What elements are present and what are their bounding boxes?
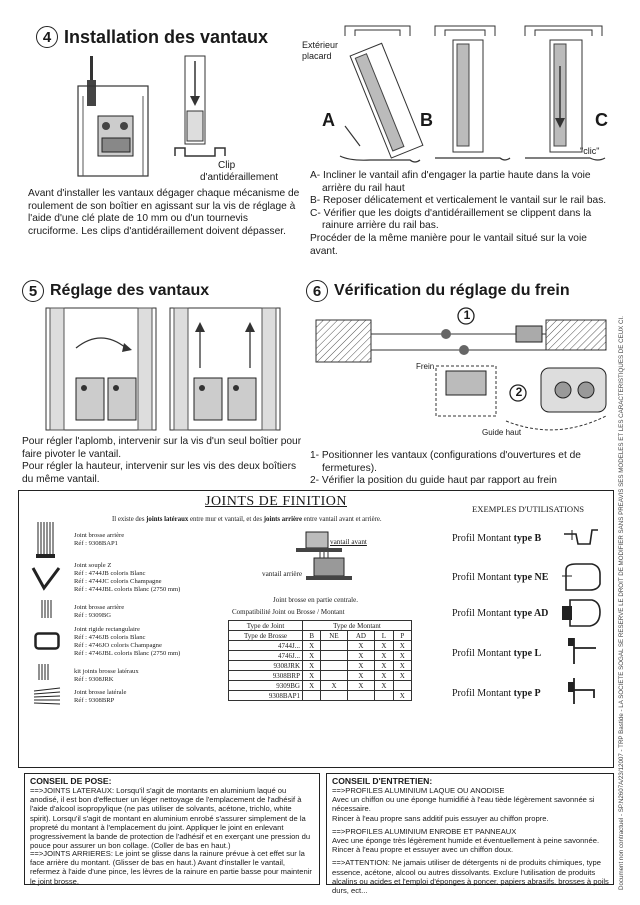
section-6-heading: [306, 280, 570, 302]
joint-item-2-line2: Réf : 4744JB coloris Blanc: [74, 570, 146, 577]
entretien-p2-rinse: Rincer à l'eau propre et essuyer avec un chiffon doux.: [332, 845, 514, 855]
compat-col-b: B: [303, 631, 321, 641]
profile-p-icon: [566, 676, 604, 706]
compat-col-p: P: [393, 631, 411, 641]
pose-title: CONSEIL DE POSE:: [30, 776, 112, 786]
compat-row-name: 4744J...: [229, 641, 303, 651]
entretien-p1-heading: ==>PROFILES ALUMINIUM LAQUE OU ANODISE: [332, 786, 505, 795]
joint-item-5-line2: Réf : 9308JRK: [74, 676, 114, 683]
vantail-avant-label: vantail avant: [330, 538, 367, 546]
compat-cell: [393, 681, 411, 691]
compat-cell: [321, 641, 347, 651]
compat-cell: [321, 671, 347, 681]
lateral-brush-icon: [34, 688, 62, 706]
compat-row-name: 9308JRK: [229, 661, 303, 671]
joint-item-6-line2: Réf : 9308BRP: [74, 697, 115, 704]
brush-kit-icon: [36, 664, 52, 680]
joints-title: JOINTS DE FINITION: [205, 494, 347, 509]
joint-item-1-line2: Réf : 9308BAP1: [74, 540, 118, 547]
pose-paragraph-1: ==>JOINTS LATERAUX: Lorsqu'il s'agit de montants en aluminium laqué ou anodisé, il est bon d'effectuer un léger nettoyage de l'emplacement de l'adhésif à l'aide d'alcool isopropylique (ne pas utiliser de solvants, acétone, trichlo, white spirit). Lorsqu'il s'agit de montant en aluminium enrobé s'assurer simplement de la propreté du montant à l'emplacement du joint. Appliquer le joint en enlevant progressivement la bande de protection de l'adhésif et en exerçant une pression du pouce pour assurer un bon collage. (Coller de bas en haut.): [30, 786, 311, 851]
entretien-content: [332, 786, 610, 895]
install-diagrams: [340, 26, 608, 168]
joint-item-2-line4: Réf : 4744JBL coloris Blanc (2750 mm): [74, 586, 181, 593]
joints-intro-a: Il existe des: [112, 516, 147, 523]
joint-central-caption: Joint brosse en partie centrale.: [273, 596, 358, 604]
joint-item-2: [74, 562, 180, 594]
joint-item-4-line1: Joint rigide rectangulaire: [74, 626, 140, 633]
compat-cell: X: [303, 661, 321, 671]
compat-cell: X: [375, 681, 393, 691]
joint-item-3: [74, 604, 124, 620]
compat-row-name: 9309BG: [229, 681, 303, 691]
joints-intro-c: entre mur et vantail, et des: [188, 516, 264, 523]
exemple-p-pre: Profil Montant: [452, 688, 514, 699]
exemple-l-type: type L: [513, 648, 542, 659]
compat-row-name: 9308BAP1: [229, 691, 303, 701]
compat-col-l: L: [375, 631, 393, 641]
section-6-step1: 1- Positionner les vantaux (configurations d'ouvertures et de fermetures).: [310, 450, 581, 474]
section-4-title: Installation des vantaux: [64, 26, 269, 47]
compat-col-ne: NE: [321, 631, 347, 641]
mechanism-illustration: [78, 56, 168, 186]
compat-cell: X: [321, 681, 347, 691]
step-a-label: A: [322, 110, 335, 130]
joint-item-4-line4: Réf : 4746JBL coloris Blanc (2750 mm): [74, 650, 181, 657]
z-joint-icon: [32, 566, 60, 590]
exemple-ne-type: type NE: [513, 572, 549, 583]
section-6-steps: [310, 450, 610, 488]
instruction-c: C- Vérifier que les doigts d'antidéraillement se clippent dans la rainure arrière du rail bas.: [310, 207, 592, 232]
joints-intro-b: joints latéraux: [146, 516, 189, 523]
joint-item-4-line3: Réf : 4746JO coloris Champagne: [74, 642, 162, 649]
section-5-paragraph: [22, 436, 302, 486]
entretien-p2-heading: ==>PROFILES ALUMINIUM ENROBE ET PANNEAUX: [332, 826, 517, 836]
exemple-b-pre: Profil Montant: [452, 533, 514, 544]
joint-item-4-line2: Réf : 4746JB coloris Blanc: [74, 634, 146, 641]
compat-cell: X: [347, 661, 375, 671]
joint-item-3-line1: Joint brosse arrière: [74, 604, 125, 611]
exemples-title: EXEMPLES D'UTILISATIONS: [472, 504, 585, 514]
compat-cell: X: [347, 651, 375, 661]
compat-table-subheader-row: [229, 631, 412, 641]
compat-table-row: [229, 651, 412, 661]
compat-row-name: 9308BRP: [229, 671, 303, 681]
compat-table-body: [229, 641, 412, 701]
clip-illustration: [175, 56, 235, 168]
entretien-p1-rinse: Rincer à l'eau propre sans additif puis essuyer au chiffon propre.: [332, 813, 549, 823]
compat-cell: X: [393, 671, 411, 681]
compat-cell: X: [303, 641, 321, 651]
exemple-item-ad: [452, 608, 548, 619]
exemple-ne-pre: Profil Montant: [452, 572, 514, 583]
compat-header-joint: Type de Joint: [229, 621, 303, 631]
instruction-end: Procéder de la même manière pour le vantail situé sur la voie avant.: [310, 232, 587, 257]
exemple-l-pre: Profil Montant: [452, 648, 514, 659]
joint-item-1-line1: Joint brosse arrière: [74, 532, 125, 539]
exterieur-label-line1: Extérieur: [302, 40, 339, 50]
joint-item-6: [74, 689, 126, 705]
joints-intro: [112, 516, 382, 523]
section-4-instructions: [310, 170, 610, 258]
compat-table-row: [229, 691, 412, 701]
instruction-a: A- Incliner le vantail afin d'engager la partie haute dans la voie arrière du rail haut: [310, 170, 591, 194]
joint-item-3-line2: Réf : 9309BG: [74, 612, 111, 619]
exemple-item-p: [452, 688, 541, 699]
section-4-paragraph: Avant d'installer les vantaux dégager chaque mécanisme de roulement de son boîtier en agissant sur la vis de réglage à l'aide d'une clé plate de 10 mm ou d'un tournevis cruciforme. Les clips d'antidéraillement doivent dépasser.: [28, 188, 300, 237]
section-5-heading: [22, 280, 209, 302]
compat-table-row: [229, 671, 412, 681]
instruction-b: B- Reposer délicatement et verticalement le vantail sur le rail bas.: [310, 195, 607, 207]
compat-cell: [321, 661, 347, 671]
exemple-p-type: type P: [513, 688, 541, 699]
section-5-number: 5: [22, 280, 44, 302]
section-6-step2: 2- Vérifier la position du guide haut par rapport au frein: [310, 475, 557, 487]
entretien-p1-text: Avec un chiffon ou une éponge humidifié à l'eau tiède légèrement savonnée si nécessaire.: [332, 795, 595, 814]
compat-col-ad: AD: [347, 631, 375, 641]
compat-cell: [303, 691, 321, 701]
section-6-title: Vérification du réglage du frein: [334, 282, 570, 299]
brake-diagram: [316, 306, 616, 446]
vantail-arriere-label: vantail arrière: [262, 570, 303, 578]
clip-label-line2: d'antidéraillement: [200, 172, 279, 183]
circle-2-label: 2: [515, 385, 523, 399]
compat-cell: X: [393, 641, 411, 651]
joint-item-5: [74, 668, 139, 684]
pose-paragraph-2: ==>JOINTS ARRIERES: Le joint se glisse dans la rainure prévue à cet effet sur la face arrière du montant. (Glisser de bas en haut.) Avant d'installer le vantail, refermez à l'aide d'une pince, les lèvres de la rainure en partie basse pour maintenir le joint brosse.: [30, 849, 312, 886]
joint-item-2-line1: Joint souple Z: [74, 562, 112, 569]
compat-cell: X: [393, 661, 411, 671]
compat-cell: X: [375, 661, 393, 671]
compat-cell: X: [375, 651, 393, 661]
frein-label: Frein: [416, 362, 435, 371]
side-disclaimer: Document non contractuel - SP.N2607A/23/12007 - TRP Bastide - LA SOCIETE SOGAL SE RESERVE LE DROIT DE MODIFIER SANS PREAVIS SES MODELES ET LES CARACTERISTIQUES DE CEUX CI.: [618, 316, 625, 890]
joint-item-5-line1: kit joints brosse latéraux: [74, 668, 139, 675]
clip-label: [218, 160, 235, 171]
exemple-item-b: [452, 533, 541, 544]
compat-cell: X: [375, 671, 393, 681]
compat-cell: [347, 691, 375, 701]
joint-item-1: [74, 532, 124, 548]
profile-ne-icon: [562, 562, 602, 592]
adjust-illustration-left: [46, 308, 156, 430]
joint-item-2-line3: Réf : 4744JC coloris Champagne: [74, 578, 162, 585]
compat-cell: X: [393, 651, 411, 661]
profile-ad-icon: [560, 598, 602, 628]
exemple-ad-type: type AD: [513, 608, 549, 619]
joints-intro-e: entre vantail avant et arrière.: [301, 516, 382, 523]
compat-table: [228, 620, 412, 701]
compat-cell: [321, 691, 347, 701]
exemple-item-l: [452, 648, 541, 659]
section-5-para2: Pour régler la hauteur, intervenir sur les vis des deux boîtiers du même vantail.: [22, 461, 297, 485]
exterieur-label: [302, 40, 338, 62]
compat-header-montant: Type de Montant: [303, 621, 412, 631]
brush-small-icon: [40, 600, 52, 618]
compat-cell: X: [347, 671, 375, 681]
compat-table-row: [229, 661, 412, 671]
compat-cell: X: [375, 641, 393, 651]
circle-1-label: 1: [463, 308, 471, 322]
entretien-p2-text: Avec une éponge très légèrement humide et éventuellement à peine savonnée.: [332, 836, 600, 846]
compat-title: Compatibilité Joint ou Brosse / Montant: [232, 608, 345, 616]
compat-cell: X: [303, 671, 321, 681]
joints-intro-d: joints arrière: [263, 516, 302, 523]
step-c-label: C: [595, 110, 608, 130]
compat-table-header-row: [229, 621, 412, 631]
brush-joint-icon: [34, 522, 56, 558]
compat-header-brosse: Type de Brosse: [229, 631, 303, 641]
section-4-heading: [36, 26, 268, 48]
compat-cell: X: [347, 641, 375, 651]
joint-item-6-line1: Joint brosse latérale: [74, 689, 127, 696]
compat-cell: X: [303, 681, 321, 691]
entretien-title: CONSEIL D'ENTRETIEN:: [332, 776, 433, 786]
exterieur-label-line2: placard: [302, 51, 332, 61]
compat-row-name: 4746J...: [229, 651, 303, 661]
exemple-b-type: type B: [513, 533, 542, 544]
exemple-item-ne: [452, 572, 548, 583]
section-5-title: Réglage des vantaux: [50, 282, 210, 299]
guide-haut-label: Guide haut: [482, 428, 522, 437]
rect-joint-icon: [34, 632, 60, 650]
compat-table-row: [229, 641, 412, 651]
compat-table-row: [229, 681, 412, 691]
profile-b-icon: [562, 526, 600, 548]
clic-label: "clic": [580, 146, 600, 156]
entretien-attention: ==>ATTENTION: Ne jamais utiliser de détergents ni de produits chimiques, type essence, acétone, alcool ou autres dissolvants. Exclure l'utilisation de produits alcalins ou acides et l'emploi d'éponges à poncer, papiers abrasifs, brosses à poils durs, ect...: [332, 858, 609, 896]
section-4-number: 4: [36, 26, 58, 48]
compat-cell: X: [393, 691, 411, 701]
compat-cell: X: [303, 651, 321, 661]
section-5-para1: Pour régler l'aplomb, intervenir sur la vis d'un seul boîtier pour faire pivoter le vantail.: [22, 436, 302, 460]
joint-item-4: [74, 626, 180, 658]
profile-l-icon: [566, 636, 602, 666]
adjust-illustration-right: [170, 308, 280, 430]
step-b-label: B: [420, 110, 433, 130]
compat-cell: [375, 691, 393, 701]
clip-label-line1: Clip: [218, 160, 236, 171]
section-6-number: 6: [306, 280, 328, 302]
exemple-ad-pre: Profil Montant: [452, 608, 514, 619]
compat-cell: X: [347, 681, 375, 691]
compat-cell: [321, 651, 347, 661]
